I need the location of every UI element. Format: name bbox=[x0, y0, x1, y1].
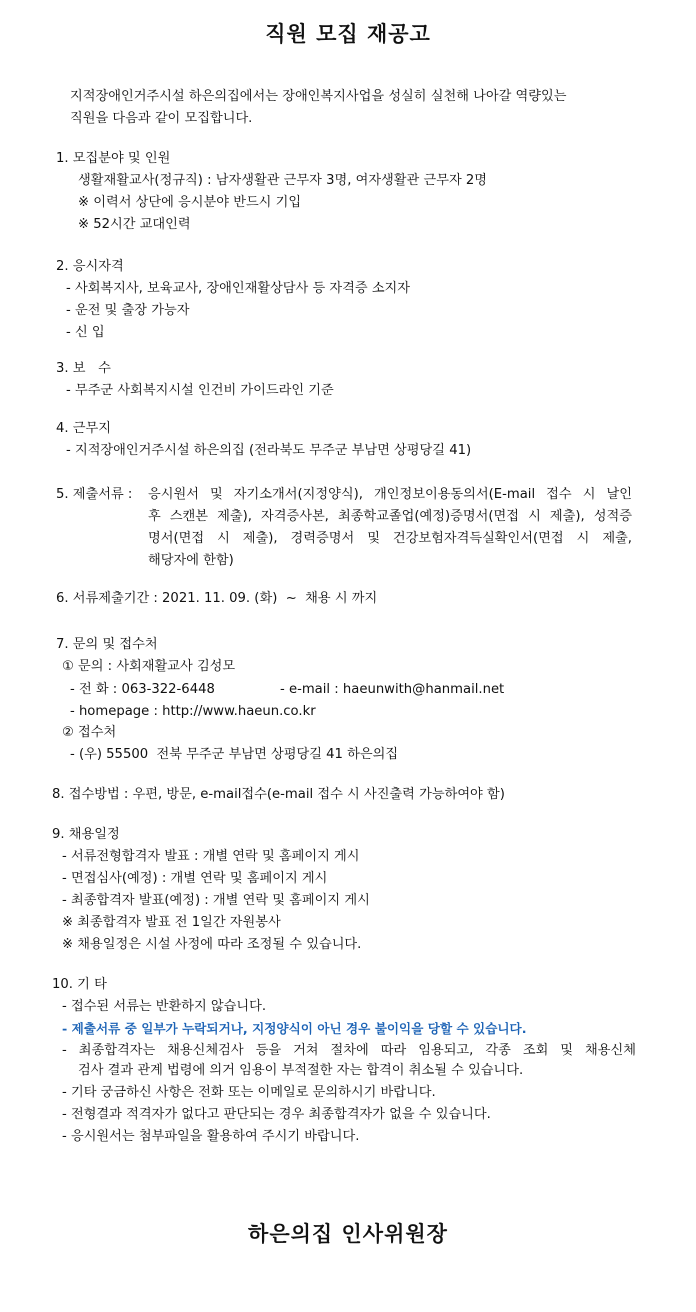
section-4-line: - 지적장애인거주시설 하은의집 (전라북도 무주군 부남면 상평당길 41) bbox=[66, 443, 472, 458]
section-2-line: - 운전 및 출장 가능자 bbox=[66, 303, 190, 318]
section-3-heading: 3. 보 수 bbox=[56, 361, 111, 376]
section-7-heading: 7. 문의 및 접수처 bbox=[56, 637, 158, 652]
section-3-line: - 무주군 사회복지시설 인건비 가이드라인 기준 bbox=[66, 383, 334, 398]
intro-line: 지적장애인거주시설 하은의집에서는 장애인복지사업을 성실히 실천해 나아갈 역량있는 bbox=[70, 89, 567, 104]
section-5-line: 후 스캔본 제출), 자격증사본, 최종학교졸업(예정)증명서(면접 시 제출), 성적증 bbox=[148, 509, 632, 524]
section-1-heading: 1. 모집분야 및 인원 bbox=[56, 151, 171, 166]
section-5-line: 응시원서 및 자기소개서(지정양식), 개인정보이용동의서(E-mail 접수 시 날인 bbox=[148, 487, 632, 502]
section-6-heading: 6. 서류제출기간 : 2021. 11. 09. (화) ~ 채용 시 까지 bbox=[56, 591, 378, 606]
section-10-line: - 전형결과 적격자가 없다고 판단되는 경우 최종합격자가 없을 수 있습니다. bbox=[62, 1107, 491, 1122]
section-1-line: 생활재활교사(정규직) : 남자생활관 근무자 3명, 여자생활관 근무자 2명 bbox=[78, 173, 488, 188]
section-10-line: - 응시원서는 첨부파일을 활용하여 주시기 바랍니다. bbox=[62, 1129, 360, 1144]
section-9-heading: 9. 채용일정 bbox=[52, 827, 120, 842]
section-10-line: - 접수된 서류는 반환하지 않습니다. bbox=[62, 999, 267, 1014]
intro-line: 직원을 다음과 같이 모집합니다. bbox=[70, 111, 253, 126]
section-9-note: ※ 최종합격자 발표 전 1일간 자원봉사 bbox=[62, 915, 281, 930]
signature: 하은의집 인사위원장 bbox=[248, 1222, 448, 1246]
section-10-line: - 최종합격자는 채용신체검사 등을 거쳐 절차에 따라 임용되고, 각종 조회 및 채용신체 bbox=[62, 1043, 636, 1058]
contact-line: ② 접수처 bbox=[62, 725, 117, 740]
section-2-line: - 신 입 bbox=[66, 325, 105, 340]
email-line: - e-mail : haeunwith@hanmail.net bbox=[280, 682, 505, 697]
section-8-heading: 8. 접수방법 : 우편, 방문, e-mail접수(e-mail 접수 시 사진출력 가능하여야 함) bbox=[52, 787, 505, 802]
phone-line: - 전 화 : 063-322-6448 bbox=[70, 682, 215, 697]
address-line: - (우) 55500 전북 무주군 부남면 상평당길 41 하은의집 bbox=[70, 747, 399, 762]
section-5-heading: 5. 제출서류 : bbox=[56, 487, 133, 502]
section-2-heading: 2. 응시자격 bbox=[56, 259, 124, 274]
section-1-note: ※ 52시간 교대인력 bbox=[78, 217, 191, 232]
section-10-heading: 10. 기 타 bbox=[52, 977, 107, 992]
contact-line: ① 문의 : 사회재활교사 김성모 bbox=[62, 659, 236, 674]
section-2-line: - 사회복지사, 보육교사, 장애인재활상담사 등 자격증 소지자 bbox=[66, 281, 411, 296]
section-1-note: ※ 이력서 상단에 응시분야 반드시 기입 bbox=[78, 195, 302, 210]
section-9-line: - 면접심사(예정) : 개별 연락 및 홈페이지 게시 bbox=[62, 871, 328, 886]
section-9-line: - 최종합격자 발표(예정) : 개별 연락 및 홈페이지 게시 bbox=[62, 893, 370, 908]
section-5-line: 해당자에 한함) bbox=[148, 553, 234, 568]
homepage-line: - homepage : http://www.haeun.co.kr bbox=[70, 704, 316, 719]
section-9-note: ※ 채용일정은 시설 사정에 따라 조정될 수 있습니다. bbox=[62, 937, 362, 952]
section-10-line: 검사 결과 관계 법령에 의거 임용이 부적절한 자는 합격이 취소될 수 있습니다. bbox=[78, 1063, 524, 1078]
section-5-line: 명서(면접 시 제출), 경력증명서 및 건강보험자격득실확인서(면접 시 제출, bbox=[148, 531, 632, 546]
section-9-line: - 서류전형합격자 발표 : 개별 연락 및 홈페이지 게시 bbox=[62, 849, 360, 864]
section-10-warning: - 제출서류 중 일부가 누락되거나, 지정양식이 아닌 경우 불이익을 당할 수 있습니다. bbox=[62, 1021, 527, 1036]
section-4-heading: 4. 근무지 bbox=[56, 421, 111, 436]
page-title: 직원 모집 재공고 bbox=[265, 22, 431, 46]
section-10-line: - 기타 궁금하신 사항은 전화 또는 이메일로 문의하시기 바랍니다. bbox=[62, 1085, 436, 1100]
